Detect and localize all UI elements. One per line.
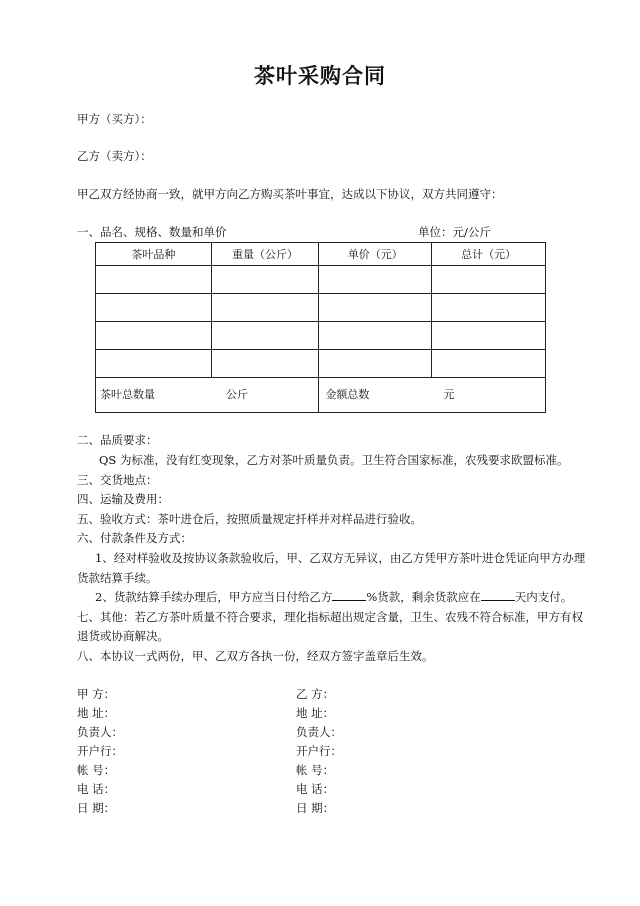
signature-right-4: 开户行： <box>296 744 342 758</box>
total-amount-cell <box>319 378 546 413</box>
table-row <box>96 350 546 378</box>
section6-item2-part1: 2、货款结算手续办理后，甲方应当日付给乙方 <box>95 590 333 604</box>
table-cell[interactable] <box>211 294 319 322</box>
section6-item2-part3: 天内支付。 <box>514 590 573 604</box>
table-cell[interactable] <box>319 350 432 378</box>
contract-title: 茶叶采购合同 <box>254 64 386 88</box>
section6-heading: 六、付款条件及方式： <box>77 531 192 545</box>
days-blank[interactable] <box>481 589 515 601</box>
total-amount-label: 金额总数 <box>325 388 370 401</box>
column-header: 总计（元） <box>432 243 546 266</box>
table-cell[interactable] <box>96 294 212 322</box>
section6-item2 <box>95 589 572 605</box>
section2-text: QS 为标准，没有红变现象，乙方对茶叶质量负责。卫生符合国家标准，农残要求欧盟标准。 <box>99 453 569 467</box>
table-cell[interactable] <box>319 322 432 350</box>
column-header: 重量（公斤） <box>211 243 319 266</box>
column-header: 茶叶品种 <box>96 243 212 266</box>
total-quantity-cell <box>96 378 319 413</box>
table-cell[interactable] <box>432 266 546 294</box>
party-a-label: 甲方（买方）： <box>77 112 152 126</box>
signature-left-5: 帐 号： <box>77 763 116 777</box>
product-table <box>95 242 546 413</box>
table-cell[interactable] <box>319 266 432 294</box>
section6-item1-line2: 货款结算手续。 <box>77 571 158 585</box>
table-cell[interactable] <box>96 350 212 378</box>
percent-blank[interactable] <box>332 589 366 601</box>
signature-left-7: 日 期： <box>77 801 116 815</box>
signature-left-1: 甲 方： <box>77 687 116 701</box>
table-cell[interactable] <box>211 350 319 378</box>
table-cell[interactable] <box>211 322 319 350</box>
table-row <box>96 266 546 294</box>
column-header: 单价（元） <box>319 243 432 266</box>
signature-left-2: 地 址： <box>77 706 116 720</box>
intro-paragraph: 甲乙双方经协商一致，就甲方向乙方购买茶叶事宜，达成以下协议，双方共同遵守： <box>77 187 503 201</box>
party-b-label: 乙方（卖方）： <box>77 149 152 163</box>
signature-right-6: 电 话： <box>296 782 335 796</box>
table-row <box>96 294 546 322</box>
section1-heading: 一、品名、规格、数量和单价 <box>77 225 227 239</box>
table-row <box>96 322 546 350</box>
table-cell[interactable] <box>432 294 546 322</box>
signature-left-3: 负责人： <box>77 725 123 739</box>
table-cell[interactable] <box>432 350 546 378</box>
table-header-row <box>96 243 546 266</box>
table-cell[interactable] <box>319 294 432 322</box>
table-cell[interactable] <box>96 322 212 350</box>
signature-right-7: 日 期： <box>296 801 335 815</box>
signature-right-5: 帐 号： <box>296 763 335 777</box>
table-cell[interactable] <box>432 322 546 350</box>
section7-line1: 七、其他：若乙方茶叶质量不符合要求，理化指标超出规定含量，卫生、农残不符合标准，甲方有权 <box>77 610 583 624</box>
section4-heading: 四、运输及费用： <box>77 492 169 506</box>
signature-right-3: 负责人： <box>296 725 342 739</box>
unit-label: 单位：元/公斤 <box>418 225 491 239</box>
table-cell[interactable] <box>96 266 212 294</box>
table-cell[interactable] <box>211 266 319 294</box>
total-amount-unit: 元 <box>443 388 455 401</box>
signature-right-1: 乙 方： <box>296 687 335 701</box>
table-total-row <box>96 378 546 413</box>
signature-right-2: 地 址： <box>296 706 335 720</box>
section5-text: 五、验收方式：茶叶进仓后，按照质量规定扦样并对样品进行验收。 <box>77 512 422 526</box>
signature-left-4: 开户行： <box>77 744 123 758</box>
signature-left-6: 电 话： <box>77 782 116 796</box>
section2-heading: 二、品质要求： <box>77 433 158 447</box>
section3-heading: 三、交货地点： <box>77 473 158 487</box>
section7-line2: 退货或协商解决。 <box>77 629 169 643</box>
section6-item2-part2: %货款，剩余货款应在 <box>366 590 481 604</box>
section8-text: 八、本协议一式两份，甲、乙双方各执一份，经双方签字盖章后生效。 <box>77 649 434 663</box>
total-quantity-label: 茶叶总数量 <box>100 388 155 401</box>
total-quantity-unit: 公斤 <box>226 388 248 401</box>
section6-item1-line1: 1、经对样验收及按协议条款验收后，甲、乙双方无异议，由乙方凭甲方茶叶进仓凭证向甲方办理 <box>95 551 586 565</box>
